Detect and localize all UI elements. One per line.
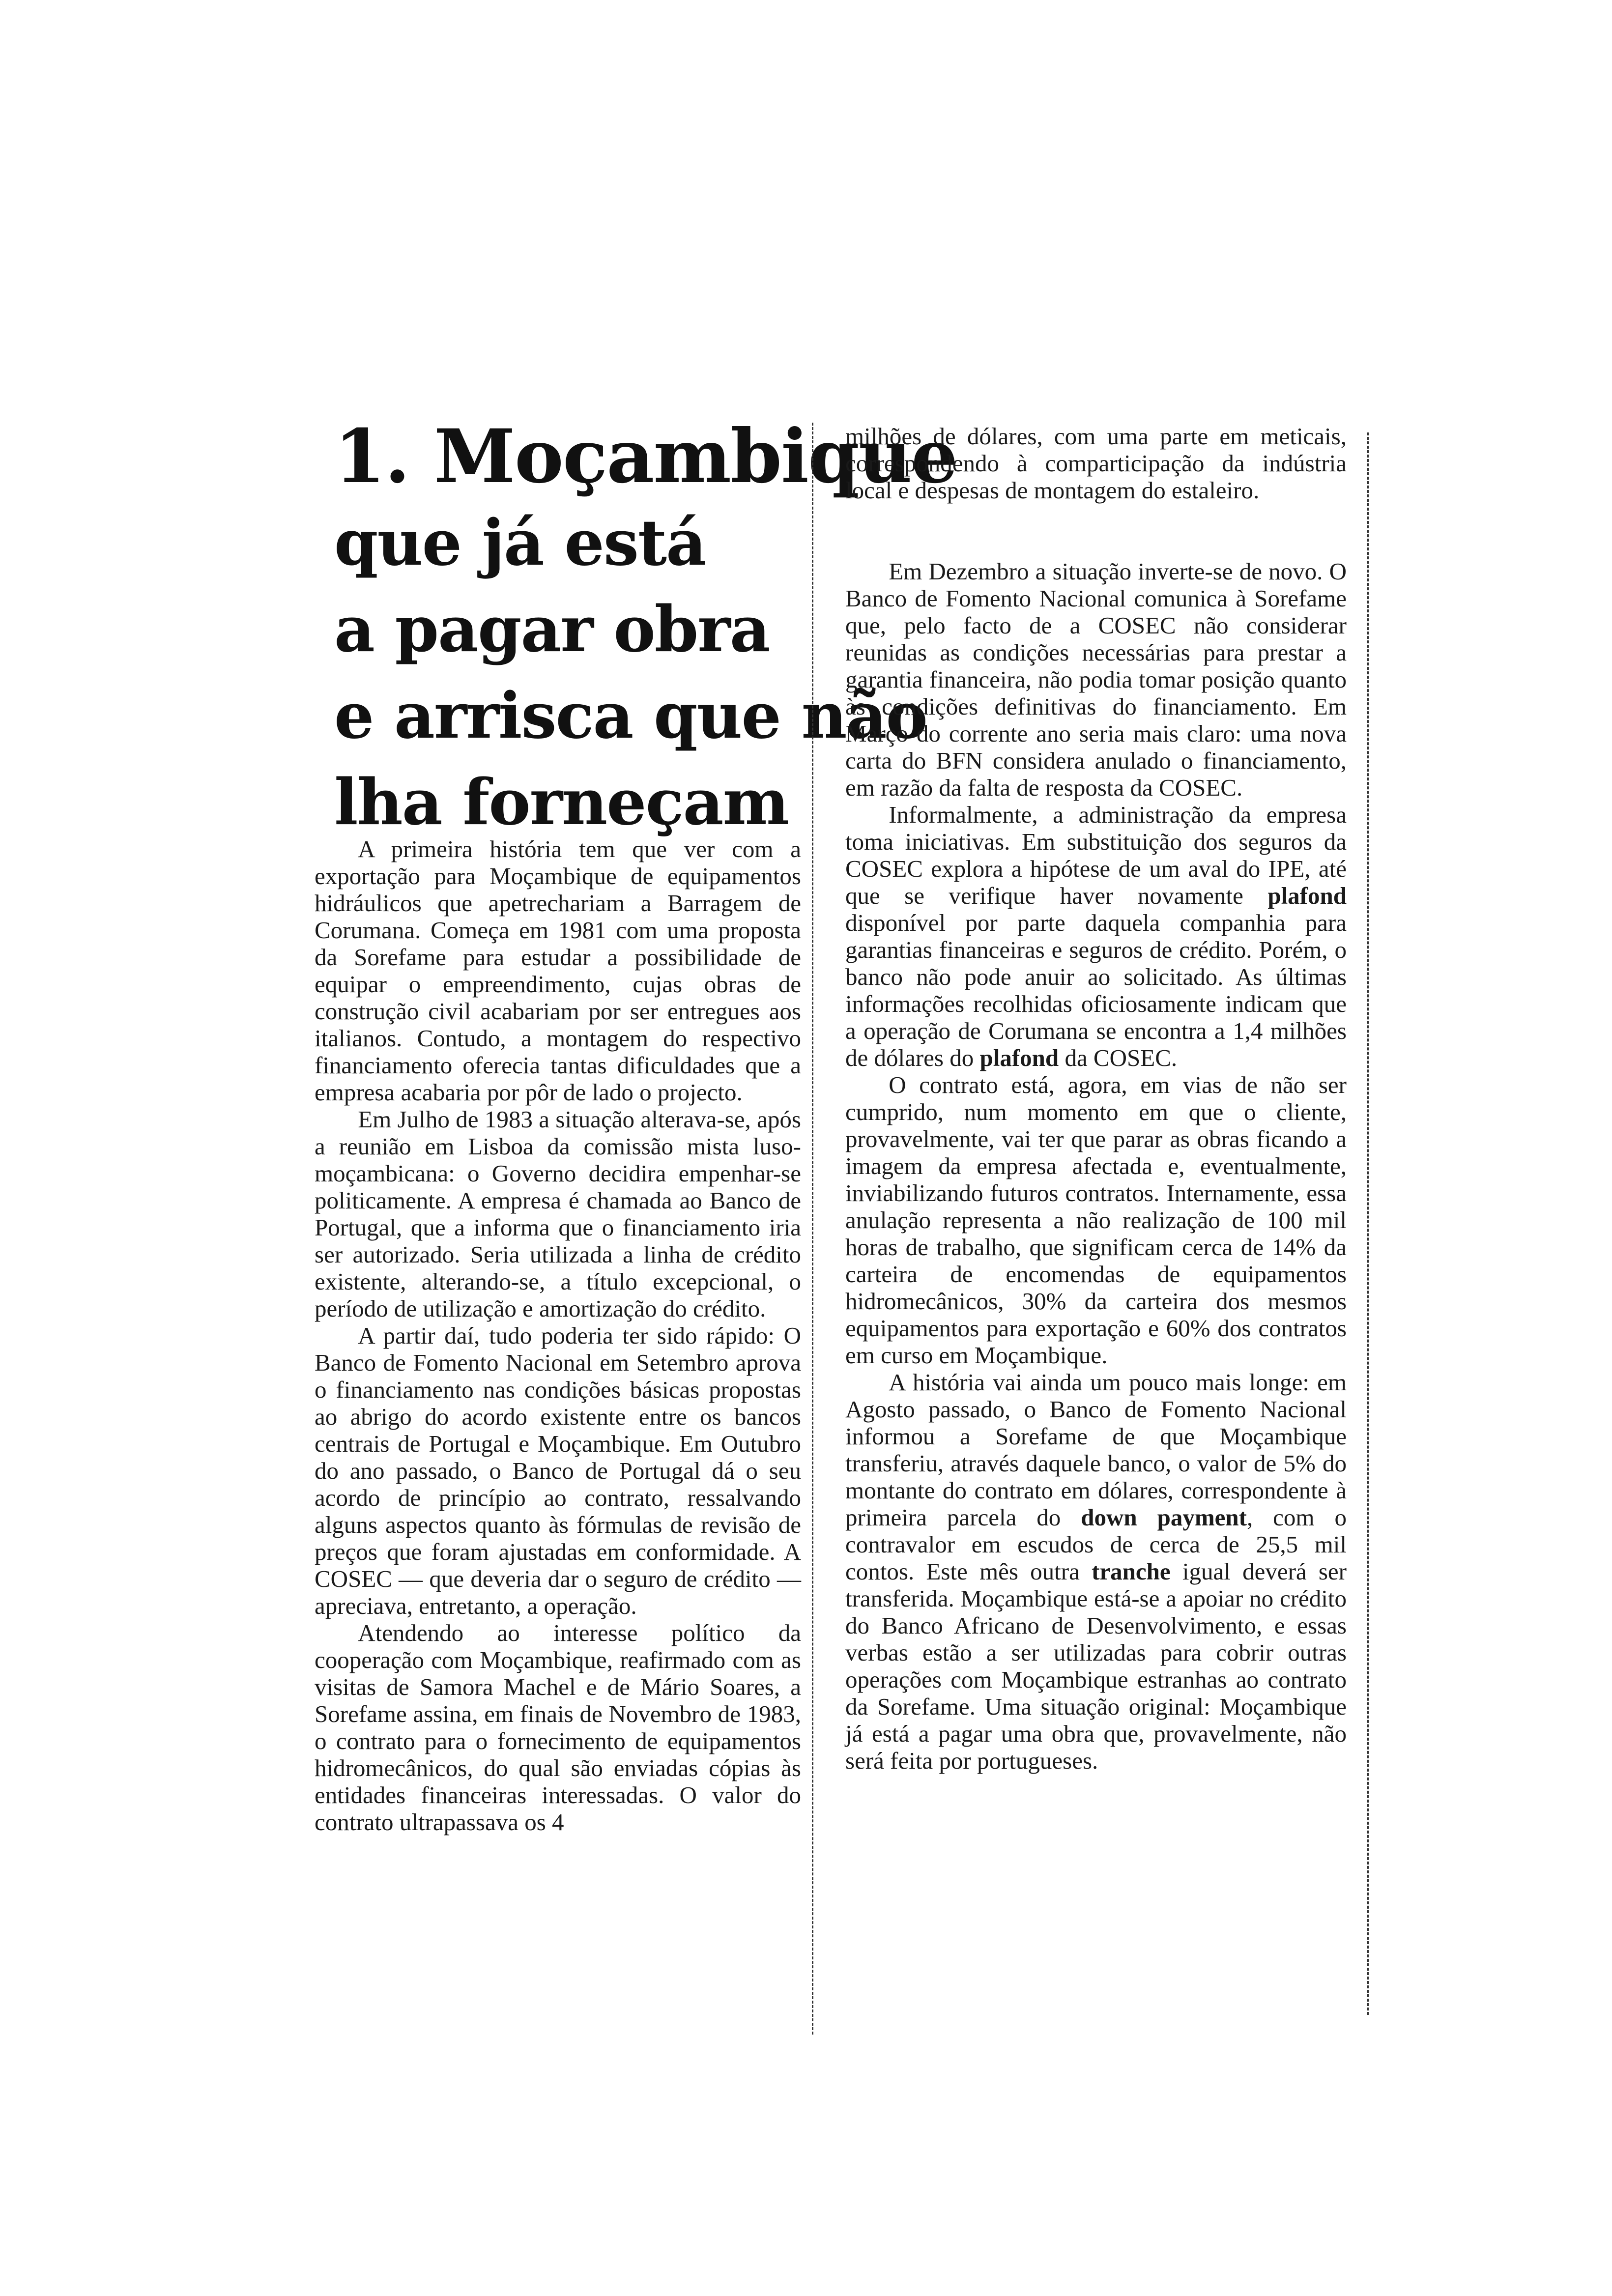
paragraph: milhões de dólares, com uma parte em meticais, correspondendo à comparticipação da indústria local e despesas de montagem do estaleiro. — [845, 423, 1347, 504]
paragraph — [845, 801, 1347, 1071]
text-run: Informalmente, a administração da empresa toma iniciativas. Em substituição dos seguros da COSEC explora a hipótese de um aval do IPE, até que se verifique haver novamente — [845, 801, 1347, 909]
headline-line: e arrisca que não — [334, 679, 927, 753]
right-column — [845, 423, 1347, 1774]
emphasis-term: plafond — [979, 1044, 1059, 1071]
article-headline — [334, 413, 957, 846]
emphasis-term: plafond — [1267, 882, 1347, 909]
paragraph: O contrato está, agora, em vias de não ser cumprido, num momento em que o cliente, provavelmente, vai ter que parar as obras ficando a imagem da empresa afectada e, eventualmente, inviabilizando futuros contratos. Internamente, essa anulação representa a não realização de 100 mil horas de trabalho, que significam cerca de 14% da carteira de encomendas de equipamentos hidromecânicos, 30% da carteira dos mesmos equipamentos para exportação e 60% dos contratos em curso em Moçambique. — [845, 1071, 1347, 1369]
text-run: da COSEC. — [1059, 1044, 1178, 1071]
paragraph: A primeira história tem que ver com a exportação para Moçambique de equipamentos hidráulicos que apetrechariam a Barragem de Corumana. Começa em 1981 com uma proposta da Sorefame para estudar a possibilidade de equipar o empreendimento, cujas obras de construção civil acabariam por ser entregues aos italianos. Contudo, a montagem do respectivo financiamento oferecia tantas dificuldades que a empresa acabaria por pôr de lado o projecto. — [315, 835, 801, 1106]
headline-line: que já está — [334, 506, 706, 580]
paragraph: Em Julho de 1983 a situação alterava-se, após a reunião em Lisboa da comissão mista luso-moçambicana: o Governo decidira empenhar-se politicamente. A empresa é chamada ao Banco de Portugal, que a informa que o financiamento iria ser autorizado. Seria utilizada a linha de crédito existente, alterando-se, a título excepcional, o período de utilização e amortização do crédito. — [315, 1106, 801, 1322]
paragraph: A partir daí, tudo poderia ter sido rápido: O Banco de Fomento Nacional em Setembro aprova o financiamento nas condições básicas propostas ao abrigo do acordo existente entre os bancos centrais de Portugal e Moçambique. Em Outubro do ano passado, o Banco de Portugal dá o seu acordo de princípio ao contrato, ressalvando alguns aspectos quanto às fórmulas de revisão de preços que foram ajustadas em conformidade. A COSEC — que deveria dar o seguro de crédito — apreciava, entretanto, a operação. — [315, 1322, 801, 1619]
text-run: igual deverá ser transferida. Moçambique está-se a apoiar no crédito do Banco Africano de Desenvolvimento, e essas verbas estão a ser utilizadas para cobrir outras operações com Moçambique estranhas ao contrato da Sorefame. Uma situação original: Moçambique já está a pagar uma obra que, provavelmente, não será feita por portugueses. — [845, 1558, 1347, 1774]
column-divider — [812, 423, 813, 2035]
paragraph — [845, 1369, 1347, 1774]
headline-line: 1. Moçambique — [334, 413, 957, 500]
paragraph: Atendendo ao interesse político da cooperação com Moçambique, reafirmado com as visitas de Samora Machel e de Mário Soares, a Sorefame assina, em finais de Novembro de 1983, o contrato para o fornecimento de equipamentos hidromecânicos, do qual são enviadas cópias às entidades financeiras interessadas. O valor do contrato ultrapassava os 4 — [315, 1619, 801, 1836]
text-run: A história vai ainda um pouco mais longe: em Agosto passado, o Banco de Fomento Nacional informou a Sorefame de que Moçambique transferiu, através daquele banco, o valor de 5% do montante do contrato em dólares, correspondente à primeira parcela do — [845, 1369, 1347, 1531]
emphasis-term: down payment — [1081, 1504, 1247, 1531]
left-column — [315, 835, 801, 1836]
paragraph: Em Dezembro a situação inverte-se de novo. O Banco de Fomento Nacional comunica à Sorefame que, pelo facto de a COSEC não considerar reunidas as condições necessárias para prestar a garantia financeira, não podia tomar posição quanto às condições definitivas do financiamento. Em Março do corrente ano seria mais claro: uma nova carta do BFN considera anulado o financiamento, em razão da falta de resposta da COSEC. — [845, 558, 1347, 801]
headline-line: lha forneçam — [334, 766, 788, 840]
text-run: disponível por parte daquela companhia para garantias financeiras e seguros de crédito. Porém, o banco não pode anuir ao solicitado. As últimas informações recolhidas oficiosamente indicam que a operação de Corumana se encontra a 1,4 milhões de dólares do — [845, 909, 1347, 1071]
emphasis-term: tranche — [1092, 1558, 1171, 1585]
right-border-line — [1367, 432, 1369, 2015]
headline-line: a pagar obra — [334, 593, 770, 667]
text-run: , com o contravalor em escudos de cerca de 25,5 mil contos. Este mês outra — [845, 1504, 1347, 1585]
